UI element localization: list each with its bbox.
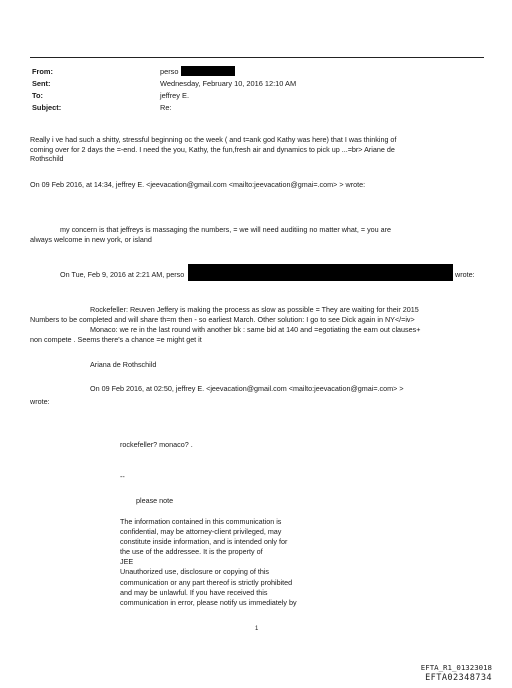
to-value: jeffrey E. (160, 91, 190, 100)
message-paragraph (30, 135, 490, 164)
quoted-header-1: On 09 Feb 2016, at 14:34, jeffrey E. <jeevacation@gmail.com <mailto:jeevacation@gmai=.com> > wrote: (30, 180, 366, 189)
subject-label: Subject: (32, 103, 62, 112)
notice-line: The information contained in this communication is (120, 517, 282, 526)
quoted-header-3: On 09 Feb 2016, at 02:50, jeffrey E. <jeevacation@gmail.com <mailto:jeevacation@gmai=.com> > (90, 384, 404, 393)
redaction-box-email (188, 264, 453, 281)
from-label: From: (32, 67, 53, 76)
redaction-box-from (181, 66, 235, 76)
concern-line-2: always welcome in new york, or island (30, 235, 152, 244)
notice-line: JEE (120, 557, 134, 567)
to-label: To: (32, 91, 43, 100)
monaco-line-1: Monaco: we re in the last round with another bk : same bid at 140 and =egotiating the earn out clauses+ (90, 325, 421, 334)
quoted-header-2-wrote: wrote: (455, 270, 475, 279)
confidentiality-notice (120, 517, 380, 608)
notice-line: constitute inside information, and is intended only for (120, 537, 288, 547)
notice-line: Unauthorized use, disclosure or copying of this (120, 567, 270, 577)
from-value: perso (160, 67, 179, 76)
notice-line: the use of the addressee. It is the property of (120, 547, 263, 557)
please-note: please note (136, 496, 174, 505)
message-line: Really i ve had such a shitty, stressful beginning oc the week ( and t=ank god Kathy was here) that I was thinking of (30, 135, 397, 144)
signature: Ariana de Rothschild (90, 360, 157, 369)
monaco-line-2: non compete . Seems there's a chance =e might get it (30, 335, 202, 344)
notice-line: and may be unlawful. If you have received this (120, 587, 268, 597)
sent-value: Wednesday, February 10, 2016 12:10 AM (160, 79, 297, 88)
quoted-header-3-wrote: wrote: (30, 397, 50, 406)
header-top-rule (30, 57, 484, 58)
page-number: 1 (255, 626, 259, 632)
bates-id-1: EFTA_R1_01323018 (420, 663, 492, 672)
bates-id-2: EFTA02348734 (425, 673, 492, 683)
sent-label: Sent: (32, 79, 51, 88)
notice-line: communication in error, please notify us immediately by (120, 597, 297, 607)
message-line: coming over for 2 days the =-end. I need the you, Kathy, the fun,fresh air and dynamics to pick up ...=br> Ariane de (30, 144, 395, 154)
rockefeller-line-2: Numbers to be completed and will share th=m then - so earliest March. Other solution: I go to see Dick again in NY</=iv> (30, 315, 415, 324)
signature-dashes: -- (120, 472, 125, 481)
rockefeller-line-1: Rockefeller: Reuven Jeffery is making the process as slow as possible = They are waiting for their 2015 (90, 305, 419, 314)
concern-line-1: my concern is that jeffreys is massaging the numbers, = we will need auditiing no matter what, = you are (60, 225, 392, 234)
notice-line: communication or any part thereof is strictly prohibited (120, 577, 293, 587)
rockefeller-monaco-question: rockefeller? monaco? . (120, 440, 193, 449)
message-line: Rothschild (30, 154, 64, 163)
notice-line: confidential, may be attorney-client privileged, may (120, 527, 282, 537)
subject-value: Re: (160, 103, 172, 112)
quoted-header-2: On Tue, Feb 9, 2016 at 2:21 AM, perso (60, 270, 185, 279)
